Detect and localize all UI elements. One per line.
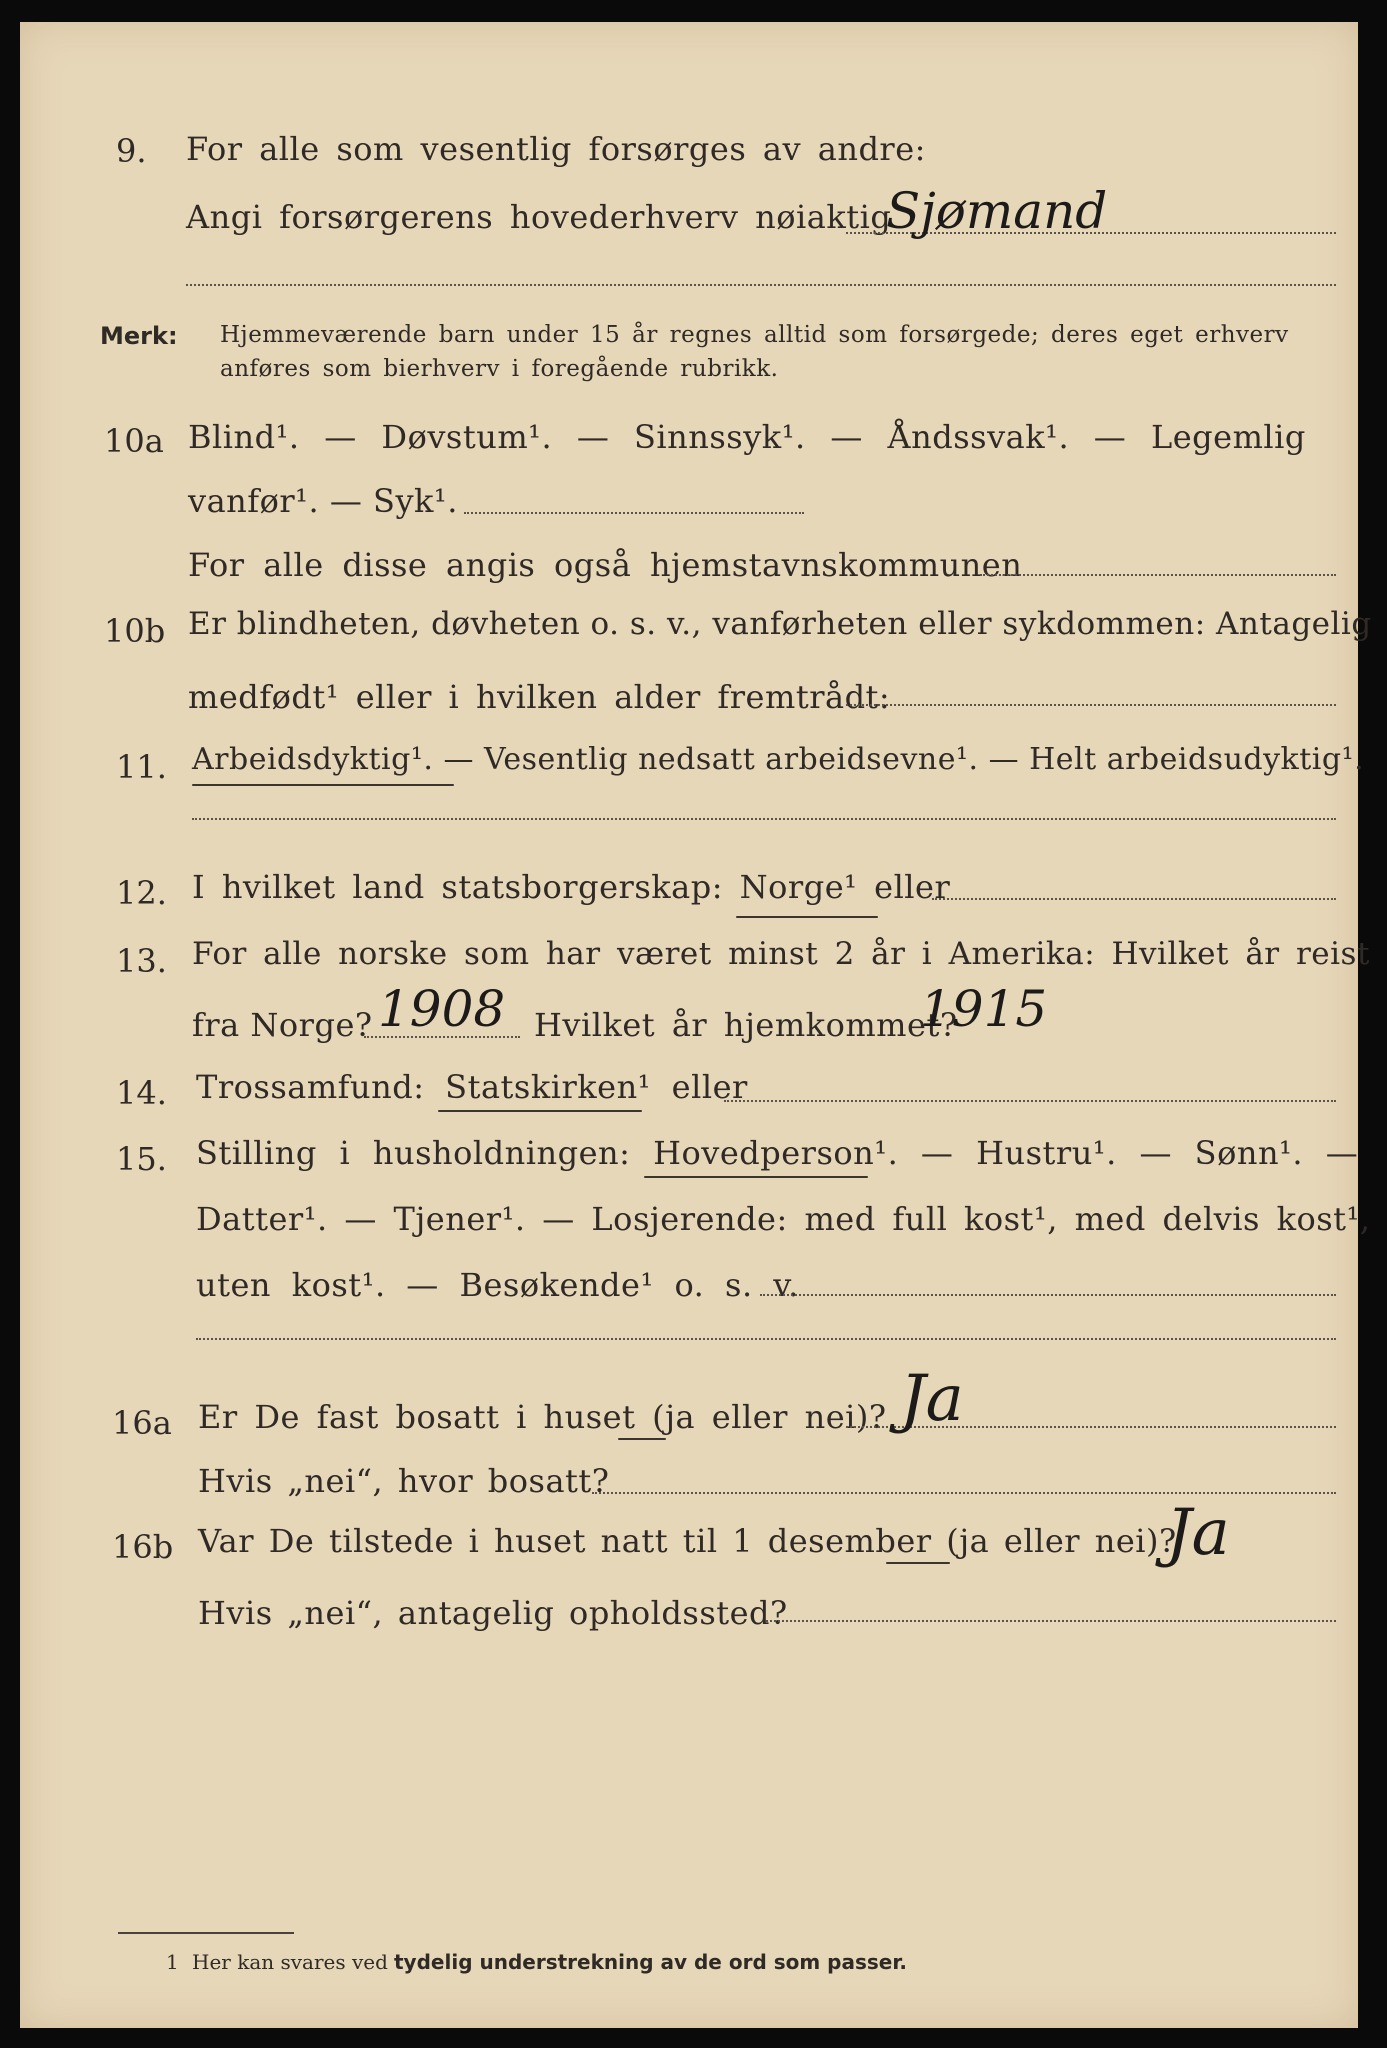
q16a-bosatt-line: [592, 1492, 1336, 1494]
footnote-text-b: tydelig understrekning av de ord som passer.: [394, 1950, 907, 1974]
merk-line2: anføres som bierhverv i foregående rubrikk.: [220, 356, 779, 382]
merk-label: Merk:: [100, 322, 178, 350]
q13-line2a: fra Norge?: [192, 1006, 373, 1044]
q16a-handwritten-answer: Ja: [900, 1362, 964, 1436]
q16b-underline-ja: [886, 1562, 950, 1564]
q12-underline-norge: [736, 916, 878, 918]
q12-text: I hvilket land statsborgerskap: Norge¹ eller: [192, 868, 951, 906]
q10a-number: 10a: [104, 422, 164, 460]
q16a-number: 16a: [112, 1404, 172, 1442]
q9-line1: For alle som vesentlig forsørges av andre:: [186, 130, 926, 168]
q10a-line3: For alle disse angis også hjemstavnskommunen: [188, 546, 1023, 584]
q15-line1: Stilling i husholdningen: Hovedperson¹. — Hustru¹. — Sønn¹. —: [196, 1134, 1359, 1172]
q11-number: 11.: [116, 748, 167, 786]
q16a-line2: Hvis „nei“, hvor bosatt?: [198, 1462, 610, 1500]
q15-line2: Datter¹. — Tjener¹. — Losjerende: med full kost¹, med delvis kost¹,: [196, 1200, 1371, 1238]
q15-underline-hovedperson: [644, 1176, 868, 1178]
q12-answer-line: [932, 898, 1336, 900]
merk-line1: Hjemmeværende barn under 15 år regnes alltid som forsørgede; deres eget erhverv: [220, 322, 1289, 348]
q10b-line1: Er blindheten, døvheten o. s. v., vanførheten eller sykdommen: Antagelig: [188, 606, 1372, 642]
q16b-handwritten-answer: Ja: [1166, 1496, 1230, 1570]
q9-extra-line: [186, 284, 1336, 286]
footnote-text-a: Her kan svares ved: [192, 1950, 388, 1974]
q15-line3: uten kost¹. — Besøkende¹ o. s. v.: [196, 1266, 799, 1304]
q10a-line1: Blind¹. — Døvstum¹. — Sinnssyk¹. — Åndssvak¹. — Legemlig: [188, 418, 1306, 456]
q16b-opholdssted-line: [766, 1620, 1336, 1622]
q12-number: 12.: [116, 874, 167, 912]
q9-number: 9.: [116, 132, 147, 170]
footnote-mark: 1: [166, 1950, 179, 1974]
q16a-line1: Er De fast bosatt i huset (ja eller nei)?: [198, 1398, 887, 1436]
q14-underline-statskirken: [438, 1110, 642, 1112]
footnote-rule: [118, 1932, 294, 1934]
q10a-hjemstavn-line: [980, 574, 1336, 576]
q16b-line1: Var De tilstede i huset natt til 1 desember (ja eller nei)?: [198, 1522, 1177, 1560]
q13-line1: For alle norske som har været minst 2 år i Amerika: Hvilket år reist: [192, 936, 1370, 972]
q16a-underline-ja: [618, 1438, 666, 1440]
q16b-number: 16b: [112, 1528, 174, 1566]
q14-number: 14.: [116, 1074, 167, 1112]
q9-handwritten-answer: Sjømand: [886, 182, 1108, 240]
q13-line2b: Hvilket år hjemkommet?: [534, 1006, 958, 1044]
q13-number: 13.: [116, 942, 167, 980]
q10b-line2: medfødt¹ eller i hvilken alder fremtrådt:: [188, 678, 891, 716]
census-form-page: [20, 22, 1372, 2028]
q10b-number: 10b: [104, 612, 166, 650]
q14-answer-line: [724, 1100, 1336, 1102]
q13-reist-answer: 1908: [378, 980, 506, 1038]
q10a-line2: vanfør¹. — Syk¹.: [188, 482, 458, 520]
q10b-answer-line: [846, 704, 1336, 706]
q15-number: 15.: [116, 1140, 167, 1178]
q11-text: Arbeidsdyktig¹. — Vesentlig nedsatt arbeidsevne¹. — Helt arbeidsudyktig¹.: [192, 742, 1365, 777]
q11-extra-line: [192, 818, 1336, 820]
q9-line2: Angi forsørgerens hovederhverv nøiaktig: [186, 198, 892, 236]
q16b-line2: Hvis „nei“, antagelig opholdssted?: [198, 1594, 788, 1632]
q15-extra-line: [196, 1338, 1336, 1340]
q11-underline-arbeidsdyktig: [192, 784, 454, 786]
q15-answer-line: [760, 1294, 1336, 1296]
q13-hjem-answer: 1915: [920, 980, 1048, 1038]
q10a-answer-line: [464, 512, 804, 514]
q14-text: Trossamfund: Statskirken¹ eller: [196, 1068, 748, 1106]
